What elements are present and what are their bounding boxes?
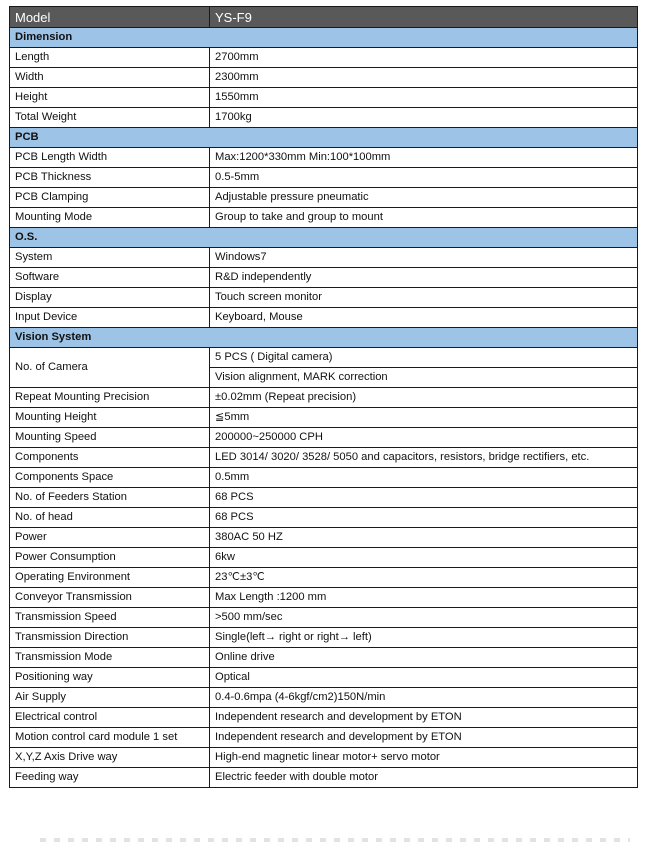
header-label: Model: [10, 7, 210, 28]
spec-value: Windows7: [210, 248, 638, 268]
spec-label: No. of head: [10, 508, 210, 528]
spec-label: Positioning way: [10, 668, 210, 688]
spec-label: PCB Length Width: [10, 148, 210, 168]
spec-row: [10, 448, 638, 468]
spec-row: [10, 648, 638, 668]
spec-label: Power Consumption: [10, 548, 210, 568]
spec-value: R&D independently: [210, 268, 638, 288]
spec-value: Max Length :1200 mm: [210, 588, 638, 608]
spec-row: [10, 668, 638, 688]
spec-value: 6kw: [210, 548, 638, 568]
spec-value: 0.5-5mm: [210, 168, 638, 188]
spec-label: Power: [10, 528, 210, 548]
header-row: [10, 7, 638, 28]
section-header-dimension: [10, 28, 638, 48]
spec-value: 68 PCS: [210, 508, 638, 528]
spec-label: Length: [10, 48, 210, 68]
section-title: PCB: [10, 128, 638, 148]
spec-row: [10, 208, 638, 228]
spec-value: 380AC 50 HZ: [210, 528, 638, 548]
spec-row: [10, 88, 638, 108]
spec-label: Conveyor Transmission: [10, 588, 210, 608]
spec-row: [10, 708, 638, 728]
spec-row: [10, 308, 638, 328]
spec-label: Operating Environment: [10, 568, 210, 588]
spec-value: Online drive: [210, 648, 638, 668]
spec-value: Electric feeder with double motor: [210, 768, 638, 788]
section-title: Vision System: [10, 328, 638, 348]
spec-row: [10, 188, 638, 208]
spec-row: [10, 608, 638, 628]
spec-row: [10, 348, 638, 368]
spec-value: High-end magnetic linear motor+ servo motor: [210, 748, 638, 768]
spec-label: X,Y,Z Axis Drive way: [10, 748, 210, 768]
spec-value: Independent research and development by ETON: [210, 728, 638, 748]
spec-value: Independent research and development by ETON: [210, 708, 638, 728]
spec-label: System: [10, 248, 210, 268]
spec-value: 0.5mm: [210, 468, 638, 488]
spec-value: ±0.02mm (Repeat precision): [210, 388, 638, 408]
spec-value: 0.4-0.6mpa (4-6kgf/cm2)150N/min: [210, 688, 638, 708]
spec-row: [10, 408, 638, 428]
spec-value: 5 PCS ( Digital camera): [210, 348, 638, 368]
spec-label: Electrical control: [10, 708, 210, 728]
spec-row: [10, 748, 638, 768]
spec-row: [10, 728, 638, 748]
spec-row: [10, 68, 638, 88]
spec-table: [9, 6, 638, 788]
spec-label: Display: [10, 288, 210, 308]
spec-row: [10, 548, 638, 568]
spec-value: 1700kg: [210, 108, 638, 128]
spec-value: LED 3014/ 3020/ 3528/ 5050 and capacitors, resistors, bridge rectifiers, etc.: [210, 448, 638, 468]
spec-row: [10, 508, 638, 528]
spec-value: 68 PCS: [210, 488, 638, 508]
spec-row: [10, 148, 638, 168]
spec-value: 1550mm: [210, 88, 638, 108]
spec-label: Height: [10, 88, 210, 108]
spec-label: Components: [10, 448, 210, 468]
spec-value: 200000~250000 CPH: [210, 428, 638, 448]
spec-label: Air Supply: [10, 688, 210, 708]
spec-label: Mounting Height: [10, 408, 210, 428]
spec-row: [10, 588, 638, 608]
spec-value: Group to take and group to mount: [210, 208, 638, 228]
spec-label: No. of Camera: [10, 348, 210, 388]
spec-value: Touch screen monitor: [210, 288, 638, 308]
spec-label: Transmission Speed: [10, 608, 210, 628]
spec-value: Single(left→ right or right→ left): [210, 628, 638, 648]
spec-row: [10, 388, 638, 408]
spec-label: PCB Clamping: [10, 188, 210, 208]
spec-row: [10, 48, 638, 68]
spec-value: Adjustable pressure pneumatic: [210, 188, 638, 208]
spec-row: [10, 168, 638, 188]
spec-label: Components Space: [10, 468, 210, 488]
spec-row: [10, 468, 638, 488]
spec-value: ≦5mm: [210, 408, 638, 428]
spec-label: Total Weight: [10, 108, 210, 128]
section-header-pcb: [10, 128, 638, 148]
spec-row: [10, 528, 638, 548]
spec-value: Vision alignment, MARK correction: [210, 368, 638, 388]
spec-label: No. of Feeders Station: [10, 488, 210, 508]
spec-value: 2700mm: [210, 48, 638, 68]
spec-label: Repeat Mounting Precision: [10, 388, 210, 408]
spec-label: Feeding way: [10, 768, 210, 788]
spec-row: [10, 268, 638, 288]
spec-label: Mounting Mode: [10, 208, 210, 228]
spec-table-body: [10, 7, 638, 788]
spec-value: Keyboard, Mouse: [210, 308, 638, 328]
spec-label: Motion control card module 1 set: [10, 728, 210, 748]
section-title: O.S.: [10, 228, 638, 248]
section-header-vision-system: [10, 328, 638, 348]
spec-label: Input Device: [10, 308, 210, 328]
spec-label: Transmission Mode: [10, 648, 210, 668]
spec-row: [10, 488, 638, 508]
section-header-o-s: [10, 228, 638, 248]
spec-label: Software: [10, 268, 210, 288]
spec-label: Width: [10, 68, 210, 88]
spec-row: [10, 428, 638, 448]
spec-row: [10, 688, 638, 708]
spec-value: >500 mm/sec: [210, 608, 638, 628]
spec-row: [10, 108, 638, 128]
spec-label: Transmission Direction: [10, 628, 210, 648]
spec-label: PCB Thickness: [10, 168, 210, 188]
header-model-value: YS-F9: [210, 7, 638, 28]
spec-value: Max:1200*330mm Min:100*100mm: [210, 148, 638, 168]
spec-row: [10, 248, 638, 268]
spec-value: Optical: [210, 668, 638, 688]
spec-row: [10, 288, 638, 308]
spec-value: 2300mm: [210, 68, 638, 88]
spec-value: 23℃±3℃: [210, 568, 638, 588]
spec-label: Mounting Speed: [10, 428, 210, 448]
spec-row: [10, 628, 638, 648]
spec-row: [10, 768, 638, 788]
spec-row: [10, 568, 638, 588]
cut-off-text-line: [40, 838, 630, 842]
section-title: Dimension: [10, 28, 638, 48]
